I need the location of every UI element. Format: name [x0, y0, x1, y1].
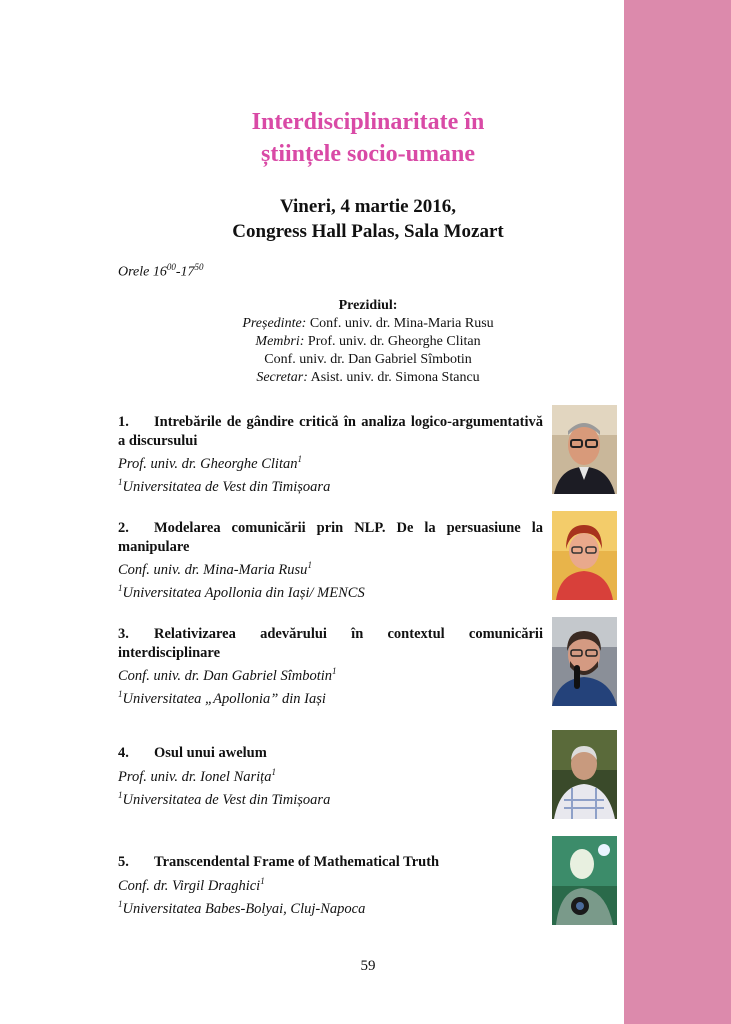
presidium [118, 297, 618, 387]
speaker-photo [552, 511, 617, 600]
presentation-item [118, 413, 543, 497]
presentation-affiliation: $^1$Universitatea Apollonia din Iași/ MENCS [118, 583, 365, 602]
presentation-item [118, 625, 543, 709]
presentation-item [118, 744, 543, 809]
session-hours: Orele $16^{00}-17^{50}$ [118, 262, 204, 280]
presentation-title: 5. Transcendental Frame of Mathematical Truth [118, 854, 440, 870]
presidium-member-2: Conf. univ. dr. Dan Gabriel Sîmbotin [264, 352, 472, 367]
presidium-title: Prezidiul: [338, 298, 398, 313]
presentation-title: 2. Modelarea comunicării prin NLP. De la persuasiune la manipulare [118, 520, 543, 555]
presentation-affiliation: $^1$Universitatea de Vest din Timișoara [118, 477, 331, 496]
presidium-president: Președinte: Conf. univ. dr. Mina-Maria Rusu [242, 316, 494, 331]
presentation-title: 1. Intrebările de gândire critică în analiza logico-argumentativă a discursului [118, 414, 543, 449]
speaker-photo [552, 836, 617, 925]
session-date: Vineri, 4 martie 2016, [279, 196, 457, 217]
presentation-affiliation: $^1$Universitatea de Vest din Timișoara [118, 789, 331, 808]
title-line-2: științele socio-umane [261, 141, 475, 167]
presentation-author: Conf. dr. Virgil Draghici$^1$ [118, 875, 265, 894]
section-title [118, 106, 618, 170]
presentation-author: Conf. univ. dr. Dan Gabriel Sîmbotin$^1$ [118, 666, 337, 684]
presentation-title: 4. Osul unui awelum [118, 745, 267, 761]
presidium-members: Membri: Prof. univ. dr. Gheorghe Clitan [255, 334, 481, 349]
title-line-1: Interdisciplinaritate în [251, 109, 485, 135]
presentation-author: Prof. univ. dr. Ionel Narița$^1$ [118, 766, 276, 785]
page-margin-band [624, 0, 731, 1024]
presentation-affiliation: $^1$Universitatea „Apollonia” din Iași [118, 689, 326, 708]
presentation-affiliation: $^1$Universitatea Babes-Bolyai, Cluj-Napoca [118, 898, 366, 917]
page-number: 59 [360, 958, 376, 974]
presentation-item [118, 853, 543, 918]
presentation-item [118, 519, 543, 603]
presentation-title: 3. Relativizarea adevărului în contextul comunicării interdisciplinare [118, 626, 543, 661]
speaker-photo [552, 405, 617, 494]
speaker-photo [552, 617, 617, 706]
session-venue: Congress Hall Palas, Sala Mozart [232, 221, 504, 242]
page-content [118, 0, 618, 1024]
presentation-author: Prof. univ. dr. Gheorghe Clitan$^1$ [118, 454, 302, 472]
presidium-secretary: Secretar: Asist. univ. dr. Simona Stancu [256, 370, 480, 385]
presentation-author: Conf. univ. dr. Mina-Maria Rusu$^1$ [118, 560, 312, 578]
session-info [118, 194, 618, 244]
speaker-photo [552, 730, 617, 819]
